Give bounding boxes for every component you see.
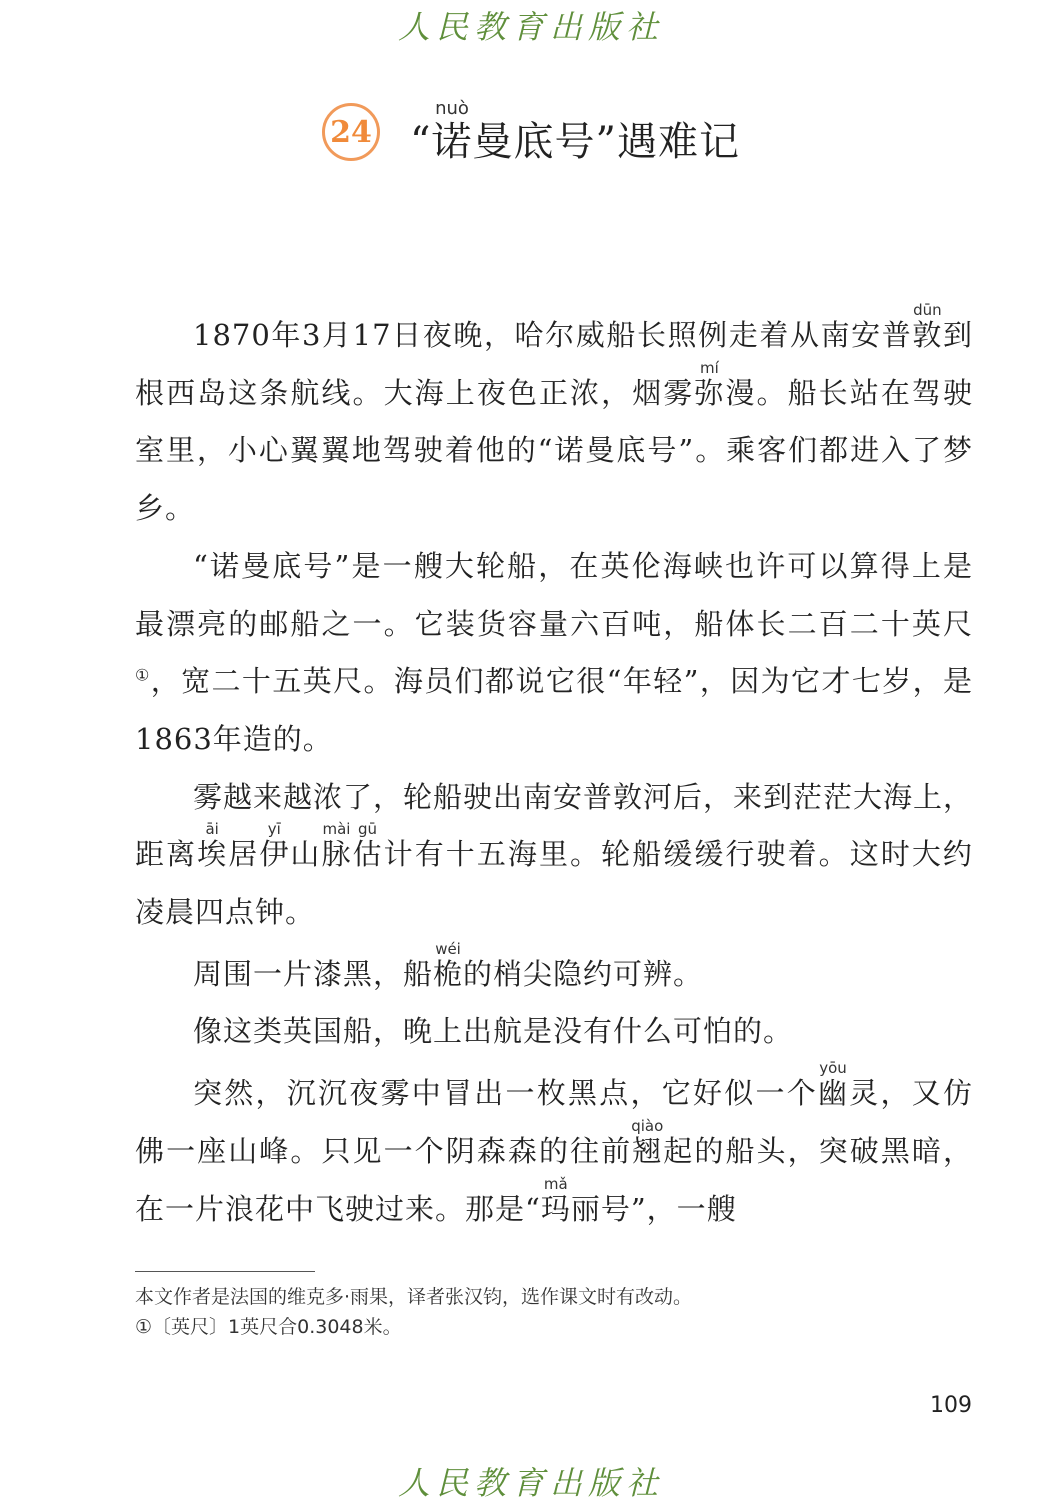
title-ruby-nuo: 诺nuò: [431, 98, 473, 165]
footnote-source: 本文作者是法国的维克多·雨果，译者张汉钧，选作课文时有改动。: [135, 1286, 693, 1308]
publisher-watermark-top: 人民教育出版社: [397, 8, 664, 46]
lesson-title-row: [0, 100, 1062, 164]
paragraph-2: “诺曼底号”是一艘大轮船，在英伦海峡也许可以算得上是最漂亮的邮船之一。它装货容量六百吨，船体长二百二十英尺①，宽二十五英尺。海员们都说它很“年轻”，因为它才七岁，是1863年造的。: [135, 548, 974, 756]
title-open-quote: “: [410, 119, 432, 165]
pinyin-annotation: yōu: [817, 1059, 848, 1078]
footnotes: [135, 1282, 973, 1342]
pinyin-annotation: nuò: [431, 98, 473, 119]
pinyin-annotation: mǎ: [540, 1174, 571, 1193]
paragraph-4: 周围一片漆黑，船桅wéi的梢尖隐约可辨。: [193, 939, 704, 991]
publisher-watermark-bottom: 人民教育出版社: [397, 1464, 664, 1502]
paragraph-5: 像这类英国船，晚上出航是没有什么可怕的。: [193, 1014, 794, 1049]
pinyin-annotation: wéi: [433, 939, 464, 958]
pinyin-annotation: mí: [694, 358, 725, 377]
paragraph-6: 突然，沉沉夜雾中冒出一枚黑点，它好似一个幽yōu灵，又仿佛一座山峰。只见一个阴森森的往前翘qiào起的船头，突破黑暗，在一片浪花中飞驶过来。那是“玛mǎ丽号”，一艘: [135, 1059, 973, 1226]
pinyin-annotation: mài: [321, 820, 352, 839]
paragraph-1: 1870年3月17日夜晚，哈尔威船长照例走着从南安普敦dūn到根西岛这条航线。大海上夜色正浓，烟雾弥mí漫。船长站在驾驶室里，小心翼翼地驾驶着他的“诺曼底号”。乘客们都进入了梦乡。: [135, 301, 973, 526]
page-number: 109: [930, 1393, 972, 1418]
paragraph-3: 雾越来越浓了，轮船驶出南安普敦河后，来到茫茫大海上，距离埃āi居伊yī山脉mài估gū计有十五海里。轮船缓缓行驶着。这时大约凌晨四点钟。: [135, 779, 974, 930]
footnote-marker[interactable]: ①: [135, 665, 151, 685]
lesson-title: [410, 100, 740, 164]
lesson-number-badge: 24: [322, 103, 380, 161]
pinyin-annotation: dūn: [912, 301, 943, 319]
footnote-divider: [135, 1271, 315, 1272]
pinyin-annotation: āi: [197, 820, 228, 839]
lesson-body: [135, 303, 973, 1238]
footnote-1: ①〔英尺〕1英尺合0.3048米。: [135, 1316, 402, 1338]
title-rest: 曼底号”遇难记: [472, 119, 740, 165]
pinyin-annotation: gū: [352, 820, 383, 839]
pinyin-annotation: yī: [259, 820, 290, 839]
pinyin-annotation: qiào: [631, 1116, 664, 1135]
